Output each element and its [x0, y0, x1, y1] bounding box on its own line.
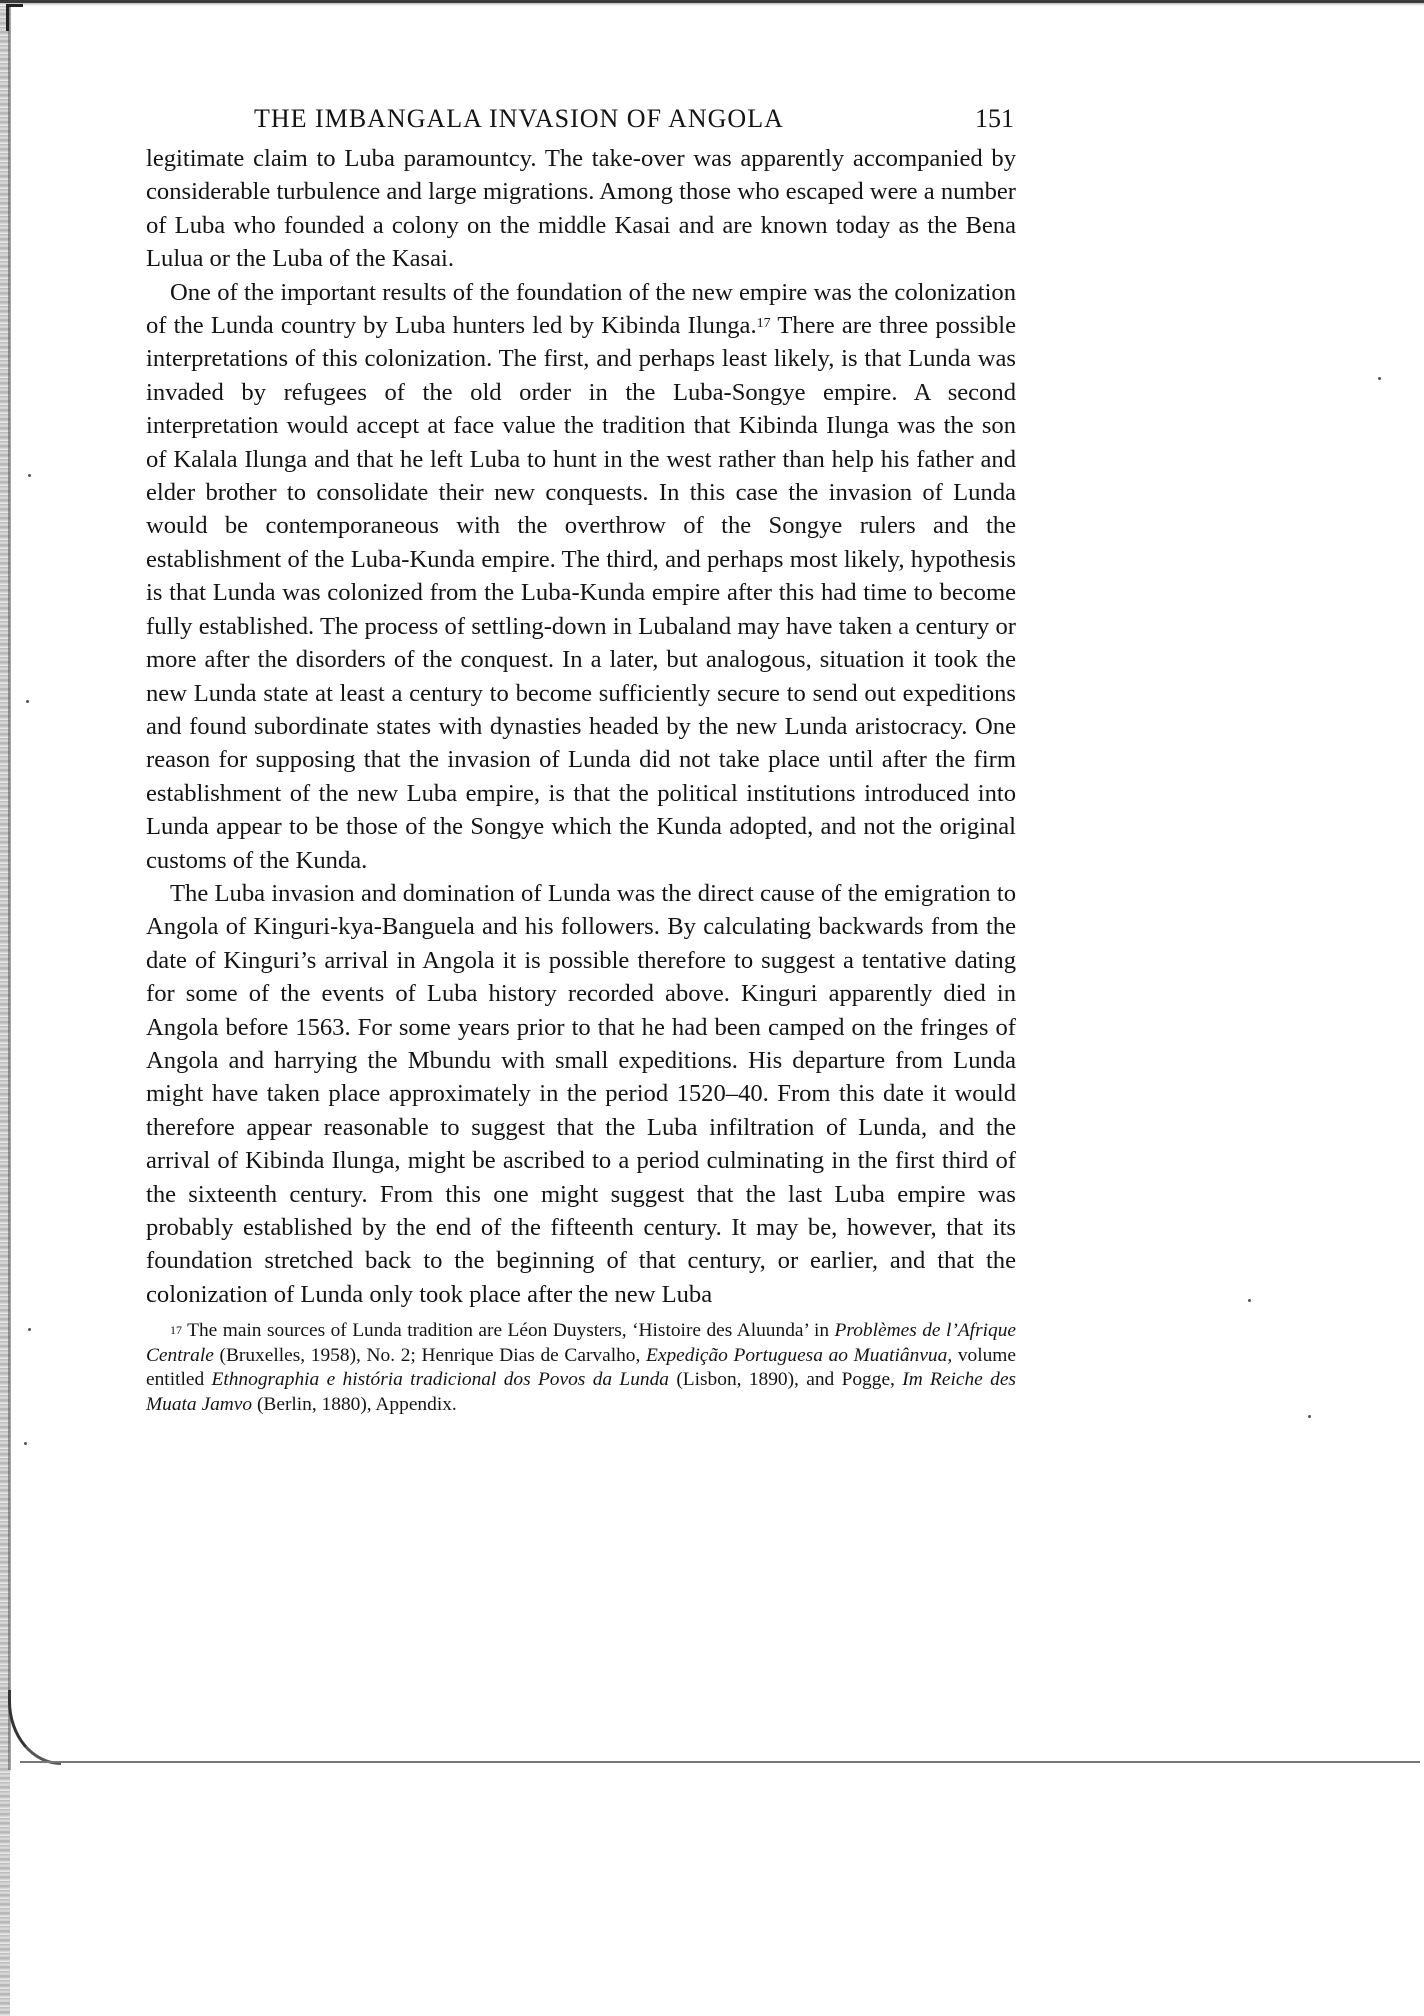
footnote-text: (Lisbon, 1890), and Pogge, — [668, 1369, 903, 1391]
scan-speck — [1248, 1299, 1251, 1302]
footnote-title: Im Reiche des Muata Jamvo — [146, 1369, 1016, 1415]
book-page — [146, 104, 1016, 1417]
footnote-title: Problèmes de l’Afrique Centrale — [146, 1320, 1017, 1366]
scan-speck — [28, 1328, 31, 1331]
scan-edge-shadow — [8, 0, 11, 1770]
paragraph-continuation: legitimate claim to Luba paramountcy. The take-over was apparently accompanied by considerable turbulence and large migrations. Among those who escaped were a number of Luba who founded a colony on the middle Kasai and are known today as the Bena Lulua or the Luba of the Kasai. — [146, 145, 1016, 273]
footnote-text: volume entitled — [146, 1344, 1016, 1391]
scan-speck — [24, 1442, 27, 1445]
footnote-text: (Bruxelles, 1958), No. 2; Henrique Dias de Carvalho, — [213, 1344, 647, 1366]
paragraph-text: One of the important results of the foundation of the new empire was the colonization of the Lunda country by Luba hunters led by Kibinda Ilunga. — [146, 278, 1016, 340]
footnote-title: Ethnographia e história tradicional dos Povos da Lunda — [211, 1369, 669, 1391]
footnote-reference: 17 — [756, 316, 771, 332]
scan-bottom-edge — [20, 1761, 1420, 1763]
page-number: 151 — [975, 104, 1014, 133]
scan-edge-top — [0, 0, 1424, 6]
paragraph-text: There are three possible interpretations of this colonization. The first, and perhaps least likely, is that Lunda was invaded by refugees of the old order in the Luba-Songye empire. A second interpretation would accept at face value the tradition that Kibinda Ilunga was the son of Kalala Ilunga and that he left Luba to hunt in the west rather than help his father and elder brother to consolidate their new conquests. In this case the invasion of Lunda would be contemporaneous with the overthrow of the Songye rulers and the establishment of the Luba-Kunda empire. The third, and perhaps most likely, hypothesis is that Lunda was colonized from the Luba-Kunda empire after this had time to become fully established. The process of settling-down in Lubaland may have taken a century or more after the disorders of the conquest. In a later, but analogous, situation it took the new Lunda state at least a century to become sufficiently secure to send out expeditions and found subordinate states with dynasties headed by the new Lunda aristocracy. One reason for supposing that the invasion of Lunda did not take place until after the firm establishment of the new Luba empire, is that the political institutions introduced into Lunda appear to be those of the Songye which the Kunda adopted, and not the original customs of the Kunda. — [146, 312, 1016, 874]
footnote — [146, 1319, 1016, 1417]
scan-speck — [28, 474, 31, 477]
footnote-title: Expedição Portuguesa ao Muatiânvua, — [646, 1344, 953, 1366]
running-title: THE IMBANGALA INVASION OF ANGOLA — [254, 104, 784, 133]
scan-speck — [1308, 1415, 1311, 1418]
running-header — [146, 104, 1016, 142]
scan-page-curl — [8, 1690, 61, 1765]
footnote-text: The main sources of Lunda tradition are Léon Duysters, ‘Histoire des Aluunda’ in — [182, 1320, 835, 1342]
paragraph-dating: The Luba invasion and domination of Lunda was the direct cause of the emigration to Angola of Kinguri-kya-Banguela and his followers. By calculating backwards from the date of Kinguri’s arrival in Angola it is possible therefore to suggest a tentative dating for some of the events of Luba history recorded above. Kinguri apparently died in Angola before 1563. For some years prior to that he had been camped on the fringes of Angola and harrying the Mbundu with small expeditions. His departure from Lunda might have taken place approximately in the period 1520–40. From this date it would therefore appear reasonable to suggest that the Luba infiltration of Lunda, and the arrival of Kibinda Ilunga, might be ascribed to a period culminating in the first third of the sixteenth century. From this one might suggest that the last Luba empire was probably established by the end of the fifteenth century. It may be, however, that its foundation stretched back to the beginning of that century, or earlier, and that the colonization of Lunda only took place after the new Luba — [146, 879, 1016, 1308]
footnote-text: (Berlin, 1880), Appendix. — [252, 1393, 457, 1415]
footnote-number: 17 — [170, 1323, 182, 1338]
body-text — [146, 142, 1016, 1311]
paragraph-colonization — [146, 276, 1016, 877]
scan-speck — [26, 700, 29, 703]
scan-corner-mark — [6, 4, 23, 31]
scan-speck — [1378, 377, 1381, 380]
